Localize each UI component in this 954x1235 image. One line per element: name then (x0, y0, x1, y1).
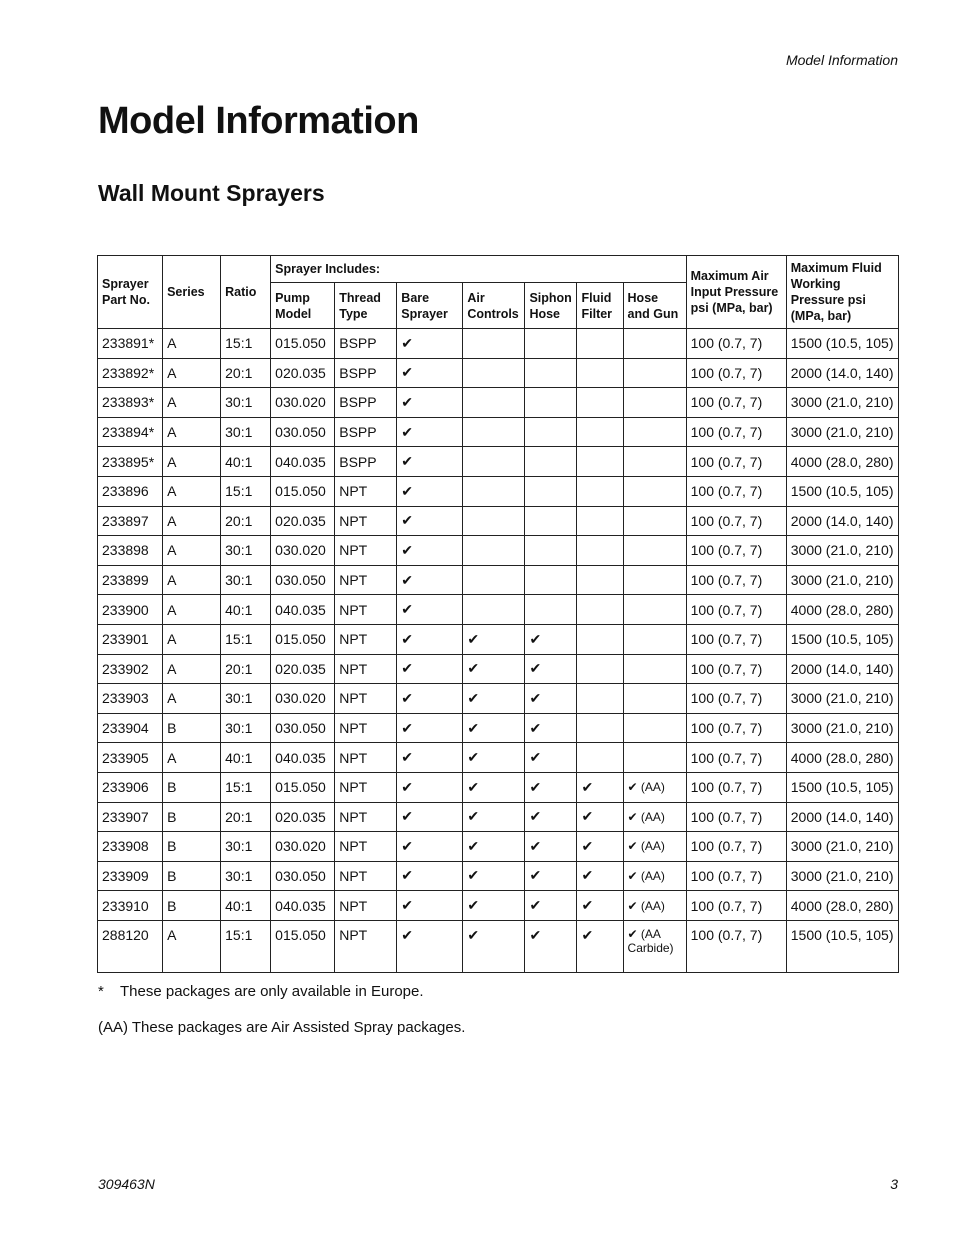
cell-air-controls (463, 476, 525, 506)
cell-bare-sprayer: ✔ (397, 861, 463, 891)
cell-ratio: 20:1 (221, 506, 271, 536)
cell-series: A (163, 920, 221, 972)
cell-hose-gun: ✔ (AA) (623, 772, 686, 802)
table-row (98, 358, 899, 388)
model-table (97, 255, 899, 973)
footnote-europe (98, 983, 424, 1000)
cell-series: B (163, 832, 221, 862)
cell-ratio: 40:1 (221, 595, 271, 625)
cell-max-fluid: 3000 (21.0, 210) (786, 861, 898, 891)
cell-max-air: 100 (0.7, 7) (686, 358, 786, 388)
cell-fluid-filter: ✔ (577, 832, 623, 862)
cell-ratio: 30:1 (221, 684, 271, 714)
cell-series: A (163, 536, 221, 566)
cell-max-fluid: 2000 (14.0, 140) (786, 654, 898, 684)
cell-thread-type: BSPP (335, 388, 397, 418)
cell-max-air: 100 (0.7, 7) (686, 891, 786, 921)
cell-siphon-hose: ✔ (525, 743, 577, 773)
cell-fluid-filter: ✔ (577, 772, 623, 802)
cell-bare-sprayer: ✔ (397, 388, 463, 418)
cell-bare-sprayer: ✔ (397, 772, 463, 802)
cell-hose-gun (623, 329, 686, 359)
cell-thread-type: NPT (335, 684, 397, 714)
cell-max-fluid: 4000 (28.0, 280) (786, 447, 898, 477)
cell-part-no: 233892* (98, 358, 163, 388)
cell-bare-sprayer: ✔ (397, 595, 463, 625)
cell-bare-sprayer: ✔ (397, 565, 463, 595)
cell-max-air: 100 (0.7, 7) (686, 329, 786, 359)
table-row (98, 861, 899, 891)
cell-air-controls: ✔ (463, 891, 525, 921)
cell-series: B (163, 772, 221, 802)
cell-ratio: 30:1 (221, 388, 271, 418)
cell-air-controls (463, 329, 525, 359)
cell-hose-gun (623, 654, 686, 684)
cell-max-air: 100 (0.7, 7) (686, 624, 786, 654)
cell-siphon-hose (525, 565, 577, 595)
cell-pump-model: 040.035 (271, 447, 335, 477)
cell-fluid-filter (577, 417, 623, 447)
cell-ratio: 30:1 (221, 417, 271, 447)
cell-series: A (163, 358, 221, 388)
cell-fluid-filter (577, 447, 623, 477)
cell-series: B (163, 713, 221, 743)
cell-air-controls: ✔ (463, 713, 525, 743)
cell-air-controls (463, 565, 525, 595)
table-row (98, 329, 899, 359)
cell-thread-type: NPT (335, 624, 397, 654)
cell-siphon-hose: ✔ (525, 713, 577, 743)
cell-siphon-hose: ✔ (525, 832, 577, 862)
cell-bare-sprayer: ✔ (397, 891, 463, 921)
table-row (98, 891, 899, 921)
cell-max-fluid: 4000 (28.0, 280) (786, 891, 898, 921)
cell-max-air: 100 (0.7, 7) (686, 506, 786, 536)
cell-pump-model: 015.050 (271, 476, 335, 506)
cell-pump-model: 040.035 (271, 743, 335, 773)
cell-siphon-hose (525, 595, 577, 625)
cell-air-controls: ✔ (463, 861, 525, 891)
cell-fluid-filter (577, 743, 623, 773)
table-row (98, 476, 899, 506)
cell-bare-sprayer: ✔ (397, 358, 463, 388)
cell-thread-type: NPT (335, 654, 397, 684)
cell-hose-gun (623, 684, 686, 714)
cell-hose-gun (623, 476, 686, 506)
cell-ratio: 20:1 (221, 358, 271, 388)
cell-ratio: 20:1 (221, 654, 271, 684)
cell-hose-gun: ✔ (AA) (623, 832, 686, 862)
cell-fluid-filter: ✔ (577, 861, 623, 891)
table-row (98, 388, 899, 418)
cell-thread-type: NPT (335, 476, 397, 506)
cell-max-air: 100 (0.7, 7) (686, 565, 786, 595)
header-part-no: Sprayer Part No. (98, 256, 163, 329)
cell-part-no: 233901 (98, 624, 163, 654)
cell-siphon-hose (525, 476, 577, 506)
table-body (98, 329, 899, 973)
cell-part-no: 233897 (98, 506, 163, 536)
cell-part-no: 233896 (98, 476, 163, 506)
cell-siphon-hose (525, 329, 577, 359)
table-row (98, 447, 899, 477)
header-pump-model: Pump Model (271, 283, 335, 329)
cell-pump-model: 015.050 (271, 920, 335, 972)
cell-series: A (163, 447, 221, 477)
cell-pump-model: 030.020 (271, 832, 335, 862)
cell-air-controls: ✔ (463, 684, 525, 714)
cell-pump-model: 020.035 (271, 506, 335, 536)
cell-bare-sprayer: ✔ (397, 713, 463, 743)
cell-hose-gun (623, 743, 686, 773)
cell-part-no: 288120 (98, 920, 163, 972)
cell-fluid-filter (577, 506, 623, 536)
cell-ratio: 30:1 (221, 861, 271, 891)
cell-max-air: 100 (0.7, 7) (686, 388, 786, 418)
table-row (98, 743, 899, 773)
cell-fluid-filter (577, 595, 623, 625)
cell-siphon-hose: ✔ (525, 861, 577, 891)
section-title: Wall Mount Sprayers (98, 180, 325, 206)
cell-part-no: 233905 (98, 743, 163, 773)
cell-ratio: 40:1 (221, 743, 271, 773)
cell-air-controls (463, 447, 525, 477)
cell-air-controls: ✔ (463, 772, 525, 802)
cell-pump-model: 020.035 (271, 358, 335, 388)
cell-max-fluid: 3000 (21.0, 210) (786, 388, 898, 418)
cell-part-no: 233900 (98, 595, 163, 625)
cell-bare-sprayer: ✔ (397, 476, 463, 506)
cell-max-fluid: 4000 (28.0, 280) (786, 595, 898, 625)
table-row (98, 506, 899, 536)
cell-series: A (163, 743, 221, 773)
cell-siphon-hose (525, 358, 577, 388)
cell-ratio: 30:1 (221, 536, 271, 566)
cell-part-no: 233909 (98, 861, 163, 891)
cell-bare-sprayer: ✔ (397, 329, 463, 359)
cell-siphon-hose (525, 536, 577, 566)
cell-series: A (163, 654, 221, 684)
cell-series: A (163, 624, 221, 654)
cell-series: A (163, 329, 221, 359)
cell-siphon-hose: ✔ (525, 772, 577, 802)
cell-pump-model: 030.020 (271, 536, 335, 566)
table-row (98, 654, 899, 684)
page-title: Model Information (98, 100, 419, 142)
cell-fluid-filter (577, 713, 623, 743)
cell-max-air: 100 (0.7, 7) (686, 713, 786, 743)
header-series: Series (163, 256, 221, 329)
cell-air-controls: ✔ (463, 624, 525, 654)
cell-pump-model: 015.050 (271, 624, 335, 654)
header-fluid-filter: Fluid Filter (577, 283, 623, 329)
cell-siphon-hose (525, 447, 577, 477)
cell-air-controls: ✔ (463, 802, 525, 832)
cell-ratio: 40:1 (221, 891, 271, 921)
cell-series: A (163, 388, 221, 418)
cell-fluid-filter: ✔ (577, 802, 623, 832)
cell-pump-model: 030.050 (271, 565, 335, 595)
cell-part-no: 233898 (98, 536, 163, 566)
header-ratio: Ratio (221, 256, 271, 329)
cell-fluid-filter (577, 654, 623, 684)
cell-part-no: 233903 (98, 684, 163, 714)
cell-max-air: 100 (0.7, 7) (686, 802, 786, 832)
cell-max-fluid: 3000 (21.0, 210) (786, 417, 898, 447)
cell-max-air: 100 (0.7, 7) (686, 476, 786, 506)
cell-part-no: 233893* (98, 388, 163, 418)
cell-max-fluid: 1500 (10.5, 105) (786, 772, 898, 802)
cell-series: A (163, 417, 221, 447)
cell-thread-type: NPT (335, 920, 397, 972)
cell-bare-sprayer: ✔ (397, 684, 463, 714)
cell-max-fluid: 3000 (21.0, 210) (786, 713, 898, 743)
table-row (98, 832, 899, 862)
cell-bare-sprayer: ✔ (397, 832, 463, 862)
cell-series: A (163, 506, 221, 536)
cell-pump-model: 030.020 (271, 684, 335, 714)
cell-max-fluid: 3000 (21.0, 210) (786, 684, 898, 714)
cell-bare-sprayer: ✔ (397, 920, 463, 972)
cell-part-no: 233907 (98, 802, 163, 832)
cell-ratio: 15:1 (221, 329, 271, 359)
cell-thread-type: BSPP (335, 447, 397, 477)
cell-max-air: 100 (0.7, 7) (686, 447, 786, 477)
cell-hose-gun (623, 358, 686, 388)
cell-max-fluid: 2000 (14.0, 140) (786, 506, 898, 536)
cell-air-controls (463, 417, 525, 447)
cell-max-fluid: 1500 (10.5, 105) (786, 476, 898, 506)
cell-max-air: 100 (0.7, 7) (686, 861, 786, 891)
cell-air-controls (463, 506, 525, 536)
cell-thread-type: NPT (335, 891, 397, 921)
header-max-air: Maximum Air Input Pressure psi (MPa, bar) (686, 256, 786, 329)
cell-fluid-filter (577, 684, 623, 714)
cell-max-air: 100 (0.7, 7) (686, 743, 786, 773)
table-row (98, 713, 899, 743)
header-max-fluid: Maximum Fluid Working Pressure psi (MPa, bar) (786, 256, 898, 329)
header-thread-type: Thread Type (335, 283, 397, 329)
cell-hose-gun: ✔ (AA) (623, 861, 686, 891)
cell-air-controls: ✔ (463, 654, 525, 684)
cell-part-no: 233910 (98, 891, 163, 921)
cell-air-controls (463, 358, 525, 388)
cell-fluid-filter (577, 565, 623, 595)
cell-siphon-hose: ✔ (525, 624, 577, 654)
cell-hose-gun: ✔ (AA) (623, 891, 686, 921)
cell-series: A (163, 476, 221, 506)
cell-thread-type: NPT (335, 861, 397, 891)
cell-max-fluid: 2000 (14.0, 140) (786, 802, 898, 832)
cell-fluid-filter: ✔ (577, 891, 623, 921)
cell-part-no: 233906 (98, 772, 163, 802)
cell-bare-sprayer: ✔ (397, 506, 463, 536)
cell-thread-type: BSPP (335, 417, 397, 447)
cell-hose-gun (623, 417, 686, 447)
cell-part-no: 233904 (98, 713, 163, 743)
cell-max-fluid: 1500 (10.5, 105) (786, 920, 898, 972)
cell-hose-gun (623, 624, 686, 654)
table-row (98, 802, 899, 832)
cell-siphon-hose (525, 417, 577, 447)
cell-part-no: 233895* (98, 447, 163, 477)
cell-thread-type: NPT (335, 832, 397, 862)
cell-ratio: 15:1 (221, 476, 271, 506)
cell-part-no: 233899 (98, 565, 163, 595)
cell-thread-type: BSPP (335, 329, 397, 359)
table-row (98, 536, 899, 566)
cell-pump-model: 030.050 (271, 713, 335, 743)
cell-thread-type: NPT (335, 743, 397, 773)
cell-max-fluid: 3000 (21.0, 210) (786, 565, 898, 595)
cell-series: B (163, 891, 221, 921)
footnote-star-mark: * (98, 983, 104, 1000)
cell-part-no: 233894* (98, 417, 163, 447)
cell-max-air: 100 (0.7, 7) (686, 832, 786, 862)
cell-part-no: 233908 (98, 832, 163, 862)
cell-hose-gun (623, 506, 686, 536)
cell-series: A (163, 595, 221, 625)
cell-bare-sprayer: ✔ (397, 417, 463, 447)
cell-pump-model: 040.035 (271, 595, 335, 625)
cell-part-no: 233902 (98, 654, 163, 684)
cell-fluid-filter: ✔ (577, 920, 623, 972)
cell-max-air: 100 (0.7, 7) (686, 417, 786, 447)
cell-pump-model: 015.050 (271, 329, 335, 359)
footnote-europe-text: These packages are only available in Europe. (120, 983, 424, 1000)
cell-max-fluid: 1500 (10.5, 105) (786, 329, 898, 359)
cell-max-fluid: 3000 (21.0, 210) (786, 832, 898, 862)
header-bare-sprayer: Bare Sprayer (397, 283, 463, 329)
header-sprayer-includes: Sprayer Includes: (271, 256, 686, 283)
cell-air-controls: ✔ (463, 832, 525, 862)
cell-hose-gun (623, 388, 686, 418)
cell-air-controls: ✔ (463, 743, 525, 773)
cell-ratio: 30:1 (221, 832, 271, 862)
cell-thread-type: NPT (335, 713, 397, 743)
cell-thread-type: NPT (335, 772, 397, 802)
cell-hose-gun (623, 713, 686, 743)
cell-ratio: 30:1 (221, 713, 271, 743)
cell-pump-model: 040.035 (271, 891, 335, 921)
cell-hose-gun (623, 447, 686, 477)
cell-bare-sprayer: ✔ (397, 624, 463, 654)
table-row (98, 624, 899, 654)
running-header: Model Information (785, 52, 898, 68)
cell-bare-sprayer: ✔ (397, 447, 463, 477)
table-row (98, 772, 899, 802)
cell-thread-type: NPT (335, 506, 397, 536)
cell-hose-gun: ✔ (AA) (623, 802, 686, 832)
cell-fluid-filter (577, 329, 623, 359)
cell-ratio: 40:1 (221, 447, 271, 477)
cell-thread-type: NPT (335, 595, 397, 625)
doc-number: 309463N (98, 1176, 155, 1192)
cell-siphon-hose: ✔ (525, 891, 577, 921)
cell-air-controls (463, 388, 525, 418)
cell-pump-model: 020.035 (271, 654, 335, 684)
cell-ratio: 15:1 (221, 624, 271, 654)
cell-max-air: 100 (0.7, 7) (686, 595, 786, 625)
cell-max-fluid: 3000 (21.0, 210) (786, 536, 898, 566)
cell-max-fluid: 2000 (14.0, 140) (786, 358, 898, 388)
footnote-air-assisted: (AA) These packages are Air Assisted Spray packages. (98, 1019, 466, 1036)
cell-series: B (163, 861, 221, 891)
header-air-controls: Air Controls (463, 283, 525, 329)
table-row (98, 684, 899, 714)
table-row (98, 565, 899, 595)
cell-series: A (163, 565, 221, 595)
cell-max-fluid: 4000 (28.0, 280) (786, 743, 898, 773)
cell-air-controls (463, 595, 525, 625)
cell-bare-sprayer: ✔ (397, 536, 463, 566)
cell-pump-model: 030.020 (271, 388, 335, 418)
cell-pump-model: 030.050 (271, 861, 335, 891)
cell-thread-type: NPT (335, 536, 397, 566)
cell-ratio: 15:1 (221, 920, 271, 972)
cell-bare-sprayer: ✔ (397, 802, 463, 832)
cell-max-air: 100 (0.7, 7) (686, 920, 786, 972)
cell-siphon-hose (525, 506, 577, 536)
cell-pump-model: 020.035 (271, 802, 335, 832)
cell-hose-gun (623, 536, 686, 566)
cell-series: A (163, 684, 221, 714)
header-siphon-hose: Siphon Hose (525, 283, 577, 329)
cell-thread-type: NPT (335, 802, 397, 832)
cell-hose-gun (623, 565, 686, 595)
cell-bare-sprayer: ✔ (397, 654, 463, 684)
cell-air-controls (463, 536, 525, 566)
cell-siphon-hose: ✔ (525, 654, 577, 684)
cell-max-air: 100 (0.7, 7) (686, 772, 786, 802)
page-number: 3 (890, 1176, 898, 1192)
cell-pump-model: 015.050 (271, 772, 335, 802)
cell-series: B (163, 802, 221, 832)
cell-thread-type: BSPP (335, 358, 397, 388)
cell-ratio: 20:1 (221, 802, 271, 832)
cell-bare-sprayer: ✔ (397, 743, 463, 773)
cell-max-air: 100 (0.7, 7) (686, 684, 786, 714)
cell-part-no: 233891* (98, 329, 163, 359)
cell-fluid-filter (577, 476, 623, 506)
cell-siphon-hose: ✔ (525, 802, 577, 832)
cell-ratio: 15:1 (221, 772, 271, 802)
header-hose-gun: Hose and Gun (623, 283, 686, 329)
cell-ratio: 30:1 (221, 565, 271, 595)
table-row (98, 417, 899, 447)
cell-siphon-hose: ✔ (525, 684, 577, 714)
cell-siphon-hose: ✔ (525, 920, 577, 972)
table-row (98, 920, 899, 972)
cell-fluid-filter (577, 536, 623, 566)
cell-hose-gun: ✔ (AA Carbide) (623, 920, 686, 972)
cell-siphon-hose (525, 388, 577, 418)
cell-hose-gun (623, 595, 686, 625)
cell-thread-type: NPT (335, 565, 397, 595)
cell-pump-model: 030.050 (271, 417, 335, 447)
cell-max-air: 100 (0.7, 7) (686, 654, 786, 684)
cell-max-fluid: 1500 (10.5, 105) (786, 624, 898, 654)
cell-air-controls: ✔ (463, 920, 525, 972)
cell-fluid-filter (577, 358, 623, 388)
table-row (98, 595, 899, 625)
cell-max-air: 100 (0.7, 7) (686, 536, 786, 566)
cell-fluid-filter (577, 624, 623, 654)
cell-fluid-filter (577, 388, 623, 418)
